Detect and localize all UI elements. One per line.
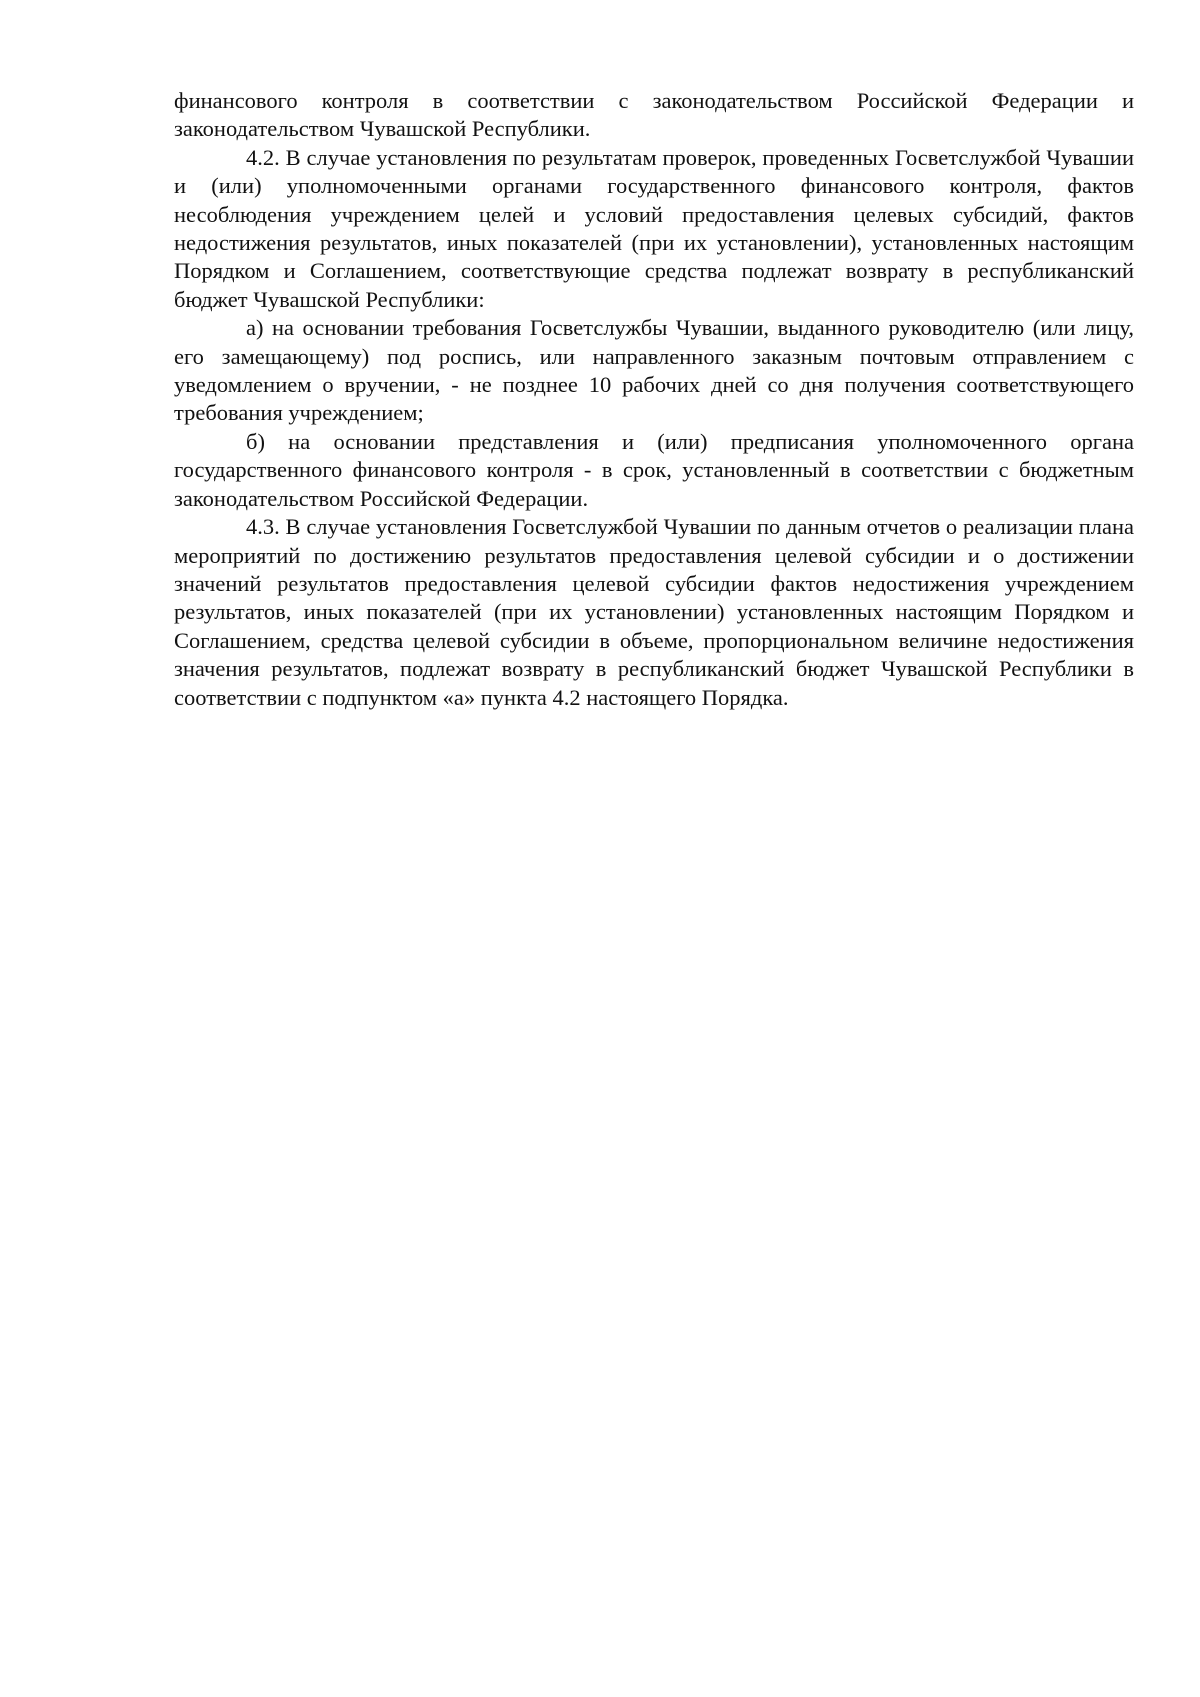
document-body — [174, 87, 1134, 712]
paragraph-clause-4-2-b: б) на основании представления и (или) предписания уполномоченного органа государственного финансового контроля - в срок, установленный в соответствии с бюджетным законодательством Российской Федерации. — [174, 428, 1134, 511]
paragraph-continuation: финансового контроля в соответствии с законодательством Российской Федерации и законодательством Чувашской Республики. — [174, 88, 1134, 142]
paragraph-clause-4-2-a: а) на основании требования Госветслужбы Чувашии, выданного руководителю (или лицу, его замещающему) под роспись, или направленного заказным почтовым отправлением с уведомлением о вручении, - не позднее 10 рабочих дней со дня получения соответствующего требования учреждением; — [174, 315, 1134, 426]
paragraph-clause-4-2: 4.2. В случае установления по результатам проверок, проведенных Госветслужбой Чувашии и (или) уполномоченными органами государственного финансового контроля, фактов несоблюдения учреждением целей и условий предоставления целевых субсидий, фактов недостижения результатов, иных показателей (при их установлении), установленных настоящим Порядком и Соглашением, соответствующие средства подлежат возврату в республиканский бюджет Чувашской Республики: — [174, 144, 1134, 312]
paragraph-clause-4-3: 4.3. В случае установления Госветслужбой Чувашии по данным отчетов о реализации плана мероприятий по достижению результатов предоставления целевой субсидии и о достижении значений результатов предоставления целевой субсидии фактов недостижения учреждением результатов, иных показателей (при их установлении) установленных настоящим Порядком и Соглашением, средства целевой субсидии в объеме, пропорциональном величине недостижения значения результатов, подлежат возврату в республиканский бюджет Чувашской Республики в соответствии с подпунктом «а» пункта 4.2 настоящего Порядка. — [174, 514, 1134, 710]
